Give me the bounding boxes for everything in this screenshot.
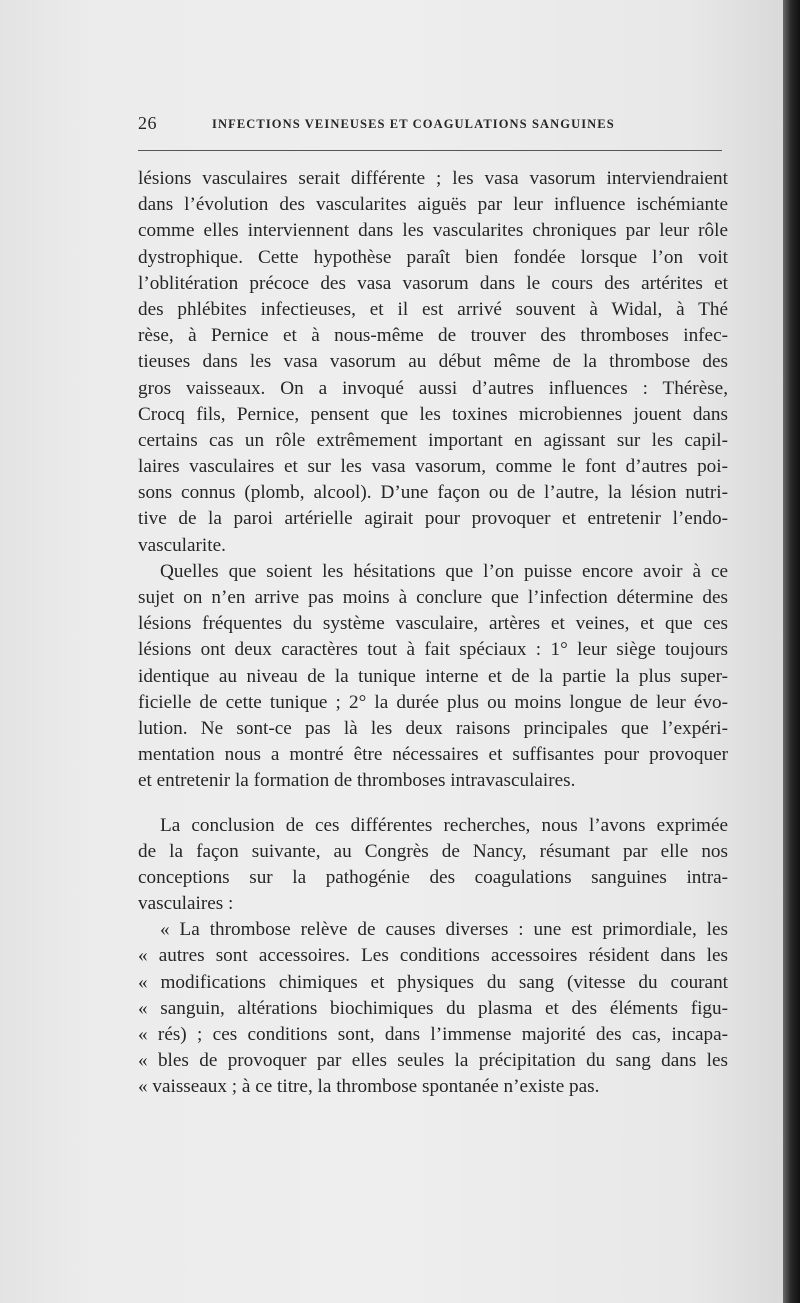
text-line: vascularite. [138, 534, 226, 556]
text-line: lution. Ne sont-ce pas là les deux raisons principales que l’expéri- [138, 717, 728, 739]
page-edge-shadow [783, 0, 800, 1303]
quote-line: « La thrombose relève de causes diverses : une est primordiale, les [160, 919, 728, 941]
quote-line: « bles de provoquer par elles seules la précipitation du sang dans les [138, 1050, 728, 1072]
text-line: La conclusion de ces différentes recherches, nous l’avons exprimée [160, 814, 728, 836]
text-line: mentation nous a montré être nécessaires et suffisantes pour provoquer [138, 744, 728, 766]
text-line: des phlébites infectieuses, et il est arrivé souvent à Widal, à Thé [138, 298, 728, 320]
text-line: Quelles que soient les hésitations que l’on puisse encore avoir à ce [160, 560, 728, 582]
text-line: certains cas un rôle extrêmement important en agissant sur les capil- [138, 429, 728, 451]
text-line: identique au niveau de la tunique interne et de la partie la plus super- [138, 665, 728, 687]
text-line: ficielle de cette tunique ; 2° la durée plus ou moins longue de leur évo- [138, 691, 728, 713]
text-line: sujet on n’en arrive pas moins à conclure que l’infection détermine des [138, 587, 728, 608]
text-line: tive de la paroi artérielle agirait pour provoquer et entretenir l’endo- [138, 508, 728, 530]
text-line: laires vasculaires et sur les vasa vasorum, comme le font d’autres poi- [138, 456, 728, 478]
text-line: dystrophique. Cette hypothèse paraît bien fondée lorsque l’on voit [138, 246, 728, 268]
text-line: lésions fréquentes du système vasculaire, artères et veines, et que ces [138, 613, 728, 635]
text-line: de la façon suivante, au Congrès de Nancy, résumant par elle nos [138, 840, 728, 862]
text-line: sons connus (plomb, alcool). D’une façon ou de l’autre, la lésion nutri- [138, 482, 728, 504]
text-line: tieuses dans les vasa vasorum au début même de la thrombose des [138, 351, 728, 373]
running-title: INFECTIONS VEINEUSES ET COAGULATIONS SANGUINES [212, 117, 615, 131]
text-line: gros vaisseaux. On a invoqué aussi d’autres influences : Thérèse, [138, 377, 728, 399]
body-text [138, 166, 728, 1101]
header-rule [138, 150, 722, 151]
page-header [138, 113, 722, 137]
quote-line: « sanguin, altérations biochimiques du plasma et des éléments figu- [138, 997, 728, 1019]
text-line: l’oblitération précoce des vasa vasorum dans le cours des artérites et [138, 272, 728, 294]
text-line: dans l’évolution des vascularites aiguës par leur influence ischémiante [138, 194, 728, 216]
paragraph-gap [138, 795, 728, 813]
page-number: 26 [138, 113, 157, 133]
text-line: Crocq fils, Pernice, pensent que les toxines microbiennes jouent dans [138, 403, 728, 425]
text-line: et entretenir la formation de thromboses intravasculaires. [138, 770, 576, 792]
quote-line: « modifications chimiques et physiques du sang (vitesse du courant [138, 971, 728, 993]
quote-line: « autres sont accessoires. Les conditions accessoires résident dans les [138, 945, 728, 967]
quote-line: « vaisseaux ; à ce titre, la thrombose spontanée n’existe pas. [138, 1076, 600, 1098]
text-line: lésions vasculaires serait différente ; les vasa vasorum interviendraient [138, 168, 728, 189]
text-line: lésions ont deux caractères tout à fait spéciaux : 1° leur siège toujours [138, 639, 728, 661]
text-line: rèse, à Pernice et à nous-même de trouver des thromboses infec- [138, 325, 728, 347]
text-line: vasculaires : [138, 893, 234, 915]
text-line: comme elles interviennent dans les vascularites chroniques par leur rôle [138, 220, 728, 242]
quote-line: « rés) ; ces conditions sont, dans l’immense majorité des cas, incapa- [138, 1024, 728, 1045]
text-line: conceptions sur la pathogénie des coagulations sanguines intra- [138, 866, 728, 888]
